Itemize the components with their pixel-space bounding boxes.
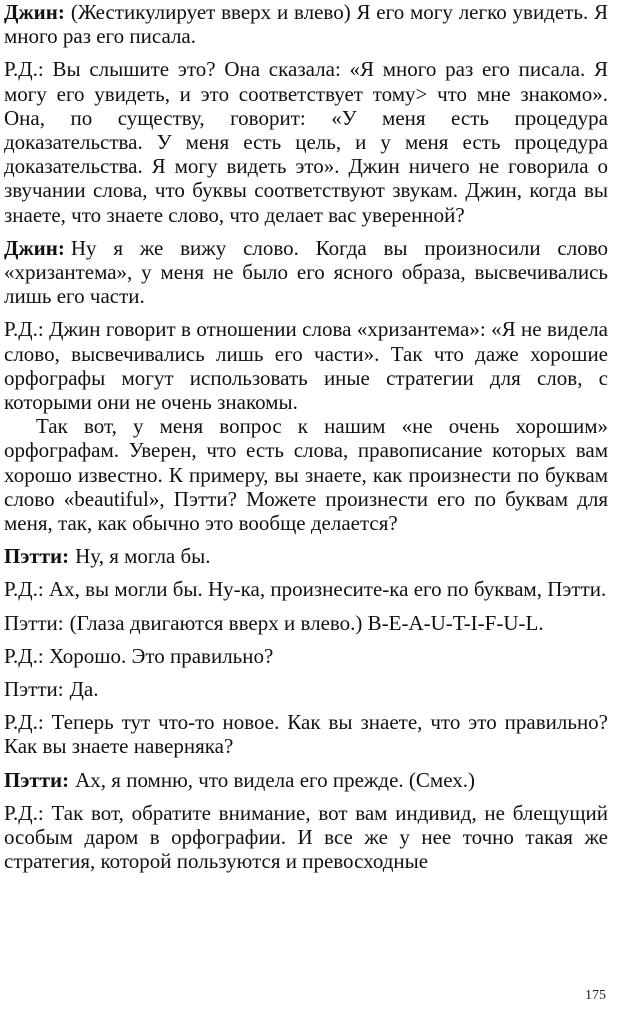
dialogue-paragraph <box>4 236 608 309</box>
speaker-label: Пэтти: <box>4 544 70 569</box>
paragraph-text: Р.Д.: Так вот, обратите внимание, вот вам индивид, не блещущий особым даром в орфографии. И все же у нее точно такая же стратегия, которой пользуются и превосходные <box>4 800 608 874</box>
paragraph-text: Р.Д.: Ах, вы могли бы. Ну-ка, произнесите-ка его по буквам, Пэтти. <box>4 577 607 602</box>
speaker-label: Джин: <box>4 0 65 24</box>
dialogue-paragraph <box>4 544 608 568</box>
speaker-label: Джин: <box>4 235 65 260</box>
narration-paragraph <box>4 317 608 414</box>
narration-paragraph <box>4 710 608 758</box>
dialogue-paragraph <box>4 768 608 792</box>
narration-paragraph <box>4 414 608 535</box>
narration-paragraph <box>4 644 608 668</box>
paragraph-text: Ну, я могла бы. <box>75 544 211 569</box>
narration-paragraph <box>4 801 608 874</box>
book-page <box>4 0 608 1014</box>
paragraph-text: Р.Д.: Вы слышите это? Она сказала: «Я много раз его писала. Я могу его увидеть, и это соответствует тому> что мне знакомо». Она, по существу, говорит: «У меня есть процедура доказательства. У меня есть цель, и у меня есть процедура доказательства. Я могу видеть это». Джин ничего не говорила о звучании слова, что буквы соответствуют звукам. Джин, когда вы знаете, что знаете слово, что делает вас уверенной? <box>4 57 608 227</box>
paragraph-text: Р.Д.: Джин говорит в отношении слова «хризантема»: «Я не видела слово, высвечивались лишь его части». Так что даже хорошие орфографы могут использовать иные стратегии для слов, с которыми они не очень знакомы. <box>4 317 608 415</box>
paragraph-text: Р.Д.: Теперь тут что-то новое. Как вы знаете, что это правильно? Как вы знаете наверняка? <box>4 710 608 759</box>
speaker-label: Пэтти: <box>4 767 70 792</box>
speaker-label: Пэтти: <box>4 610 64 635</box>
dialogue-paragraph <box>4 677 608 701</box>
paragraph-text: (Глаза двигаются вверх и влево.) B-E-A-U-T-I-F-U-L. <box>69 610 544 635</box>
paragraph-text: (Жестикулирует вверх и влево) Я его могу легко увидеть. Я много раз его писала. <box>4 0 608 49</box>
speaker-label: Пэтти: <box>4 677 64 702</box>
narration-paragraph <box>4 577 608 601</box>
paragraph-text: Да. <box>69 677 99 702</box>
page-number: 175 <box>585 988 606 1003</box>
paragraph-text: Так вот, у меня вопрос к нашим «не очень хорошим» орфографам. Уверен, что есть слова, правописание которых вам хорошо известно. К примеру, вы знаете, как произнести по буквам слово «beautiful», Пэтти? Можете произнести его по буквам для меня, так, как обычно это вообще делается? <box>4 414 608 536</box>
dialogue-paragraph <box>4 611 608 635</box>
dialogue-paragraph <box>4 0 608 48</box>
narration-paragraph <box>4 57 608 226</box>
paragraph-text: Р.Д.: Хорошо. Это правильно? <box>4 643 274 668</box>
paragraph-text: Ну я же вижу слово. Когда вы произносили слово «хризантема», у меня не было его ясного образа, высвечивались лишь его части. <box>4 235 608 309</box>
paragraph-text: Ах, я помню, что видела его прежде. (Смех.) <box>75 767 476 792</box>
